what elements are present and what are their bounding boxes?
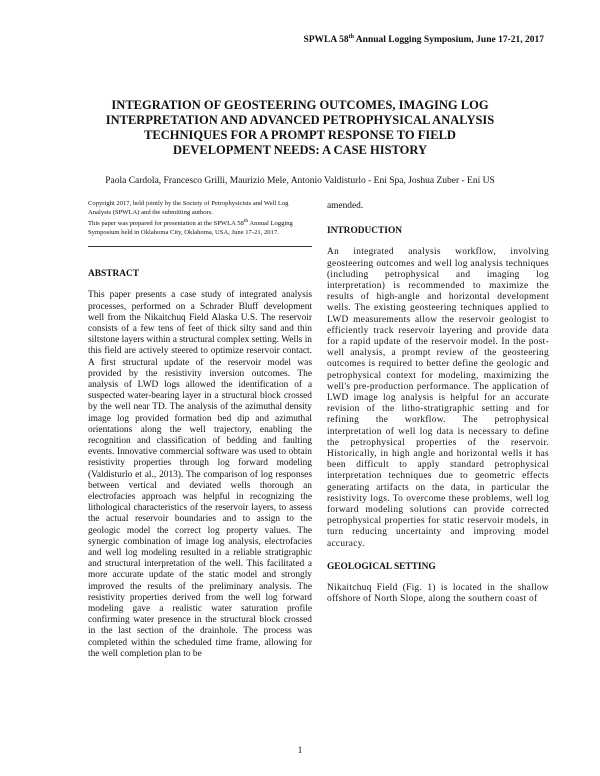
copyright-divider [88, 246, 312, 247]
running-header: SPWLA 58th Annual Logging Symposium, June 17-21, 2017 [303, 34, 544, 46]
introduction-heading: INTRODUCTION [327, 226, 403, 237]
abstract-heading: ABSTRACT [88, 269, 140, 280]
copyright-notice [88, 200, 312, 237]
left-column [88, 200, 312, 660]
right-column [327, 200, 549, 606]
abstract-continuation: amended. [327, 201, 364, 211]
introduction-text: An integrated analysis workflow, involving geosteering outcomes and well log analysis techniques (including petrophysical and imaging log interpretation) is recommended to maximize the results of high-angle and horizontal development wells. The existing geosteering techniques applied to LWD measurements allow the reservoir geologist to efficiently track reservoir layering and provide data for a rapid update of the reservoir model. In the post-well analysis, a prompt review of the geosteering outcomes is required to better define the geologic and petrophysical context for modeling, maximizing the well's pre-production performance. The application of LWD image log analysis is helpful for an accurate revision of the litho-stratigraphic setting and for refining the workflow. The petrophysical interpretation of well log data is necessary to define the petrophysical properties of the reservoir. Historically, in high angle and horizontal wells it has been difficult to apply standard petrophysical interpretation techniques due to geometric effects generating artifacts on the data, in particular the resistivity logs. To overcome these problems, well log forward modeling solutions can provide corrected petrophysical properties for static reservoir models, in turn reducing uncertainty and improving model accuracy. [327, 247, 549, 549]
abstract-text: This paper presents a case study of integrated analysis processes, performed on a Schrader Bluff development well from the Nikaitchuq Field Alaska U.S. The reservoir consists of a few tens of feet of thick silty sand and thin siltstone layers within a structural complex setting. Wells in this field are actively steered to optimize reservoir contact. A first structural update of the reservoir model was provided by the resistivity inversion outcomes. The analysis of LWD logs allowed the identification of a suspected water-bearing layer in a structural block crossed by the well near TD. The analysis of the azimuthal density image log provided formation bed dip and azimuthal orientations along the well trajectory, enabling the recognition and classification of bedding and faulting events. Innovative commercial software was used to obtain resistivity properties through log forward modeling (Valdisturlo et al., 2013). The comparison of log responses between vertical and deviated wells thorough an electrofacies approach was helpful in recognizing the lithological characteristics of the reservoir layers, to assess the actual reservoir boundaries and to assign to the geologic model the correct log property values. The synergic combination of image log analysis, electrofacies and well log modeling resulted in a reliable stratigraphic and structural interpretation of the well. This facilitated a more accurate update of the static model and strongly improved the results of the preliminary analysis. The resistivity properties derived from the well log forward modeling gave a realistic water saturation profile confirming water presence in the structural block crossed in the last section of the drainhole. The process was completed within the scheduled time frame, allowing for the well completion plan to be [88, 290, 312, 659]
paper-title: INTEGRATION OF GEOSTEERING OUTCOMES, IMAGING LOG INTERPRETATION AND ADVANCED PETROPHYSICAL ANALYSIS TECHNIQUES FOR A PROMPT RESPONSE TO FIELD DEVELOPMENT NEEDS: A CASE HISTORY [105, 98, 495, 157]
page-number: 1 [297, 746, 303, 756]
geological-setting-text: Nikaitchuq Field (Fig. 1) is located in the shallow offshore of North Slope, along the southern coast of [327, 583, 549, 605]
presentation-line: This paper was prepared for presentation at the SPWLA 58th Annual Logging Symposium held in Oklahoma City, Oklahoma, USA, June 17-21, 2017. [88, 218, 293, 236]
geological-setting-heading: GEOLOGICAL SETTING [327, 561, 436, 572]
author-list: Paola Cardola, Francesco Grilli, Maurizio Mele, Antonio Valdisturlo - Eni Spa, Joshua Zuber - Eni US [105, 176, 495, 186]
copyright-line: Copyright 2017, held jointly by the Society of Petrophysicists and Well Log Analysts (SPWLA) and the submitting authors. [88, 200, 289, 216]
